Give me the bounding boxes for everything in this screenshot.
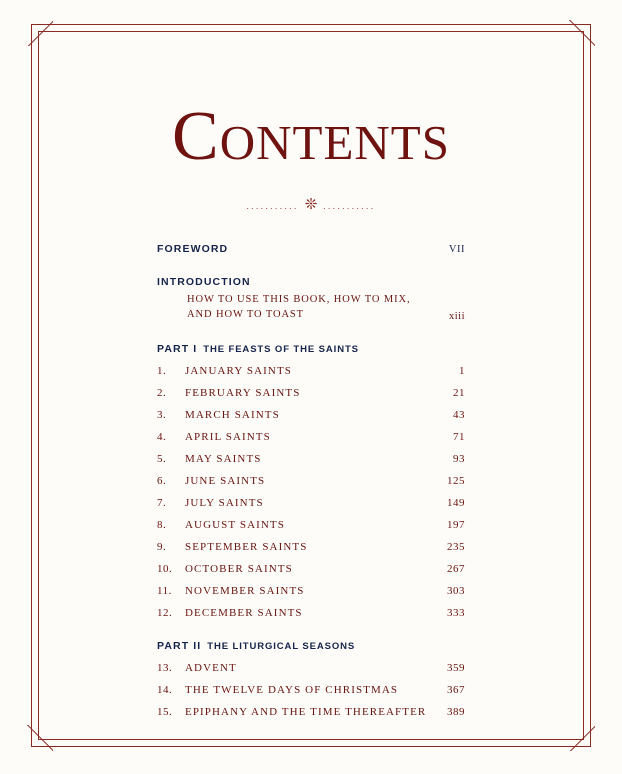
part-one-label: PART I <box>157 343 198 356</box>
chapter-title: THE TWELVE DAYS OF CHRISTMAS <box>185 684 399 697</box>
chapter-title: EPIPHANY AND THE TIME THEREAFTER <box>185 706 427 719</box>
toc-chapter-row[interactable] <box>157 431 465 443</box>
chapter-page: 71 <box>453 431 465 444</box>
toc-chapter-row[interactable] <box>157 453 465 465</box>
chapter-title: MAY SAINTS <box>185 453 262 466</box>
chapter-title: APRIL SAINTS <box>185 431 271 444</box>
chapter-page: 43 <box>453 409 465 422</box>
chapter-page: 125 <box>447 475 465 488</box>
chapter-page: 359 <box>447 662 465 675</box>
chapter-page: 303 <box>447 585 465 598</box>
toc-part-one-heading[interactable] <box>157 343 465 355</box>
chapter-number: 11. <box>157 585 172 598</box>
corner-ornament-top-right <box>569 20 595 46</box>
toc-part-two-heading[interactable] <box>157 640 465 652</box>
chapter-number: 4. <box>157 431 167 444</box>
chapter-number: 2. <box>157 387 167 400</box>
divider-ornament <box>70 198 552 213</box>
introduction-subtitle <box>187 292 410 322</box>
chapter-page: 367 <box>447 684 465 697</box>
chapter-title: DECEMBER SAINTS <box>185 607 303 620</box>
corner-ornament-bottom-right <box>569 725 595 751</box>
chapter-number: 8. <box>157 519 167 532</box>
toc-chapter-row[interactable] <box>157 662 465 674</box>
chapter-page: 333 <box>447 607 465 620</box>
chapter-number: 15. <box>157 706 173 719</box>
chapter-number: 13. <box>157 662 173 675</box>
toc-chapter-row[interactable] <box>157 387 465 399</box>
table-of-contents <box>157 243 465 718</box>
toc-chapter-row[interactable] <box>157 607 465 619</box>
chapter-page: 267 <box>447 563 465 576</box>
chapter-title: ADVENT <box>185 662 237 675</box>
toc-chapter-row[interactable] <box>157 409 465 421</box>
page-content <box>70 60 552 719</box>
chapter-title: JANUARY SAINTS <box>185 365 292 378</box>
flower-icon: ❊ <box>304 197 318 213</box>
chapter-title: SEPTEMBER SAINTS <box>185 541 308 554</box>
toc-chapter-row[interactable] <box>157 684 465 696</box>
toc-chapter-row[interactable] <box>157 475 465 487</box>
introduction-subtitle-line-2: AND HOW TO TOAST <box>187 309 304 321</box>
part-one-subtitle: THE FEASTS OF THE SAINTS <box>203 344 359 356</box>
chapter-title: MARCH SAINTS <box>185 409 280 422</box>
foreword-page: VII <box>448 244 465 255</box>
chapter-page: 1 <box>459 365 465 378</box>
chapter-number: 12. <box>157 607 173 620</box>
chapter-page: 149 <box>447 497 465 510</box>
part-two-subtitle: THE LITURGICAL SEASONS <box>207 641 356 653</box>
chapter-page: 197 <box>447 519 465 532</box>
chapter-number: 3. <box>157 409 167 422</box>
chapter-number: 6. <box>157 475 167 488</box>
chapter-title: OCTOBER SAINTS <box>185 563 293 576</box>
toc-entry-foreword[interactable] <box>157 243 465 255</box>
toc-chapter-row[interactable] <box>157 563 465 575</box>
chapter-number: 5. <box>157 453 167 466</box>
foreword-label: FOREWORD <box>157 243 229 255</box>
chapter-number: 7. <box>157 497 167 510</box>
toc-chapter-row[interactable] <box>157 585 465 597</box>
toc-chapter-row[interactable] <box>157 541 465 553</box>
part-two-label: PART II <box>157 640 202 653</box>
chapter-title: NOVEMBER SAINTS <box>185 585 305 598</box>
page-title: Contents <box>172 98 450 175</box>
chapter-number: 1. <box>157 365 167 378</box>
chapter-title: AUGUST SAINTS <box>185 519 285 532</box>
chapter-title: JULY SAINTS <box>185 497 264 510</box>
toc-entry-introduction[interactable] <box>157 276 465 288</box>
introduction-subtitle-row <box>187 292 465 322</box>
toc-chapter-row[interactable] <box>157 706 465 718</box>
toc-chapter-row[interactable] <box>157 497 465 509</box>
chapter-page: 21 <box>453 387 465 400</box>
chapter-page: 93 <box>453 453 465 466</box>
chapter-number: 10. <box>157 563 173 576</box>
introduction-page: xiii <box>448 311 465 323</box>
chapter-number: 9. <box>157 541 167 554</box>
chapter-page: 389 <box>447 706 465 719</box>
introduction-label: INTRODUCTION <box>157 276 251 288</box>
toc-chapter-row[interactable] <box>157 365 465 377</box>
introduction-subtitle-line-1: HOW TO USE THIS BOOK, HOW TO MIX, <box>187 294 411 305</box>
ornament-dots-left: ........... <box>246 200 299 211</box>
chapter-title: JUNE SAINTS <box>185 475 266 488</box>
corner-ornament-top-left <box>27 20 53 46</box>
chapter-title: FEBRUARY SAINTS <box>185 387 301 400</box>
corner-ornament-bottom-left <box>27 725 53 751</box>
toc-chapter-row[interactable] <box>157 519 465 531</box>
chapter-page: 235 <box>447 541 465 554</box>
ornament-dots-right: ........... <box>323 200 376 211</box>
chapter-number: 14. <box>157 684 173 697</box>
